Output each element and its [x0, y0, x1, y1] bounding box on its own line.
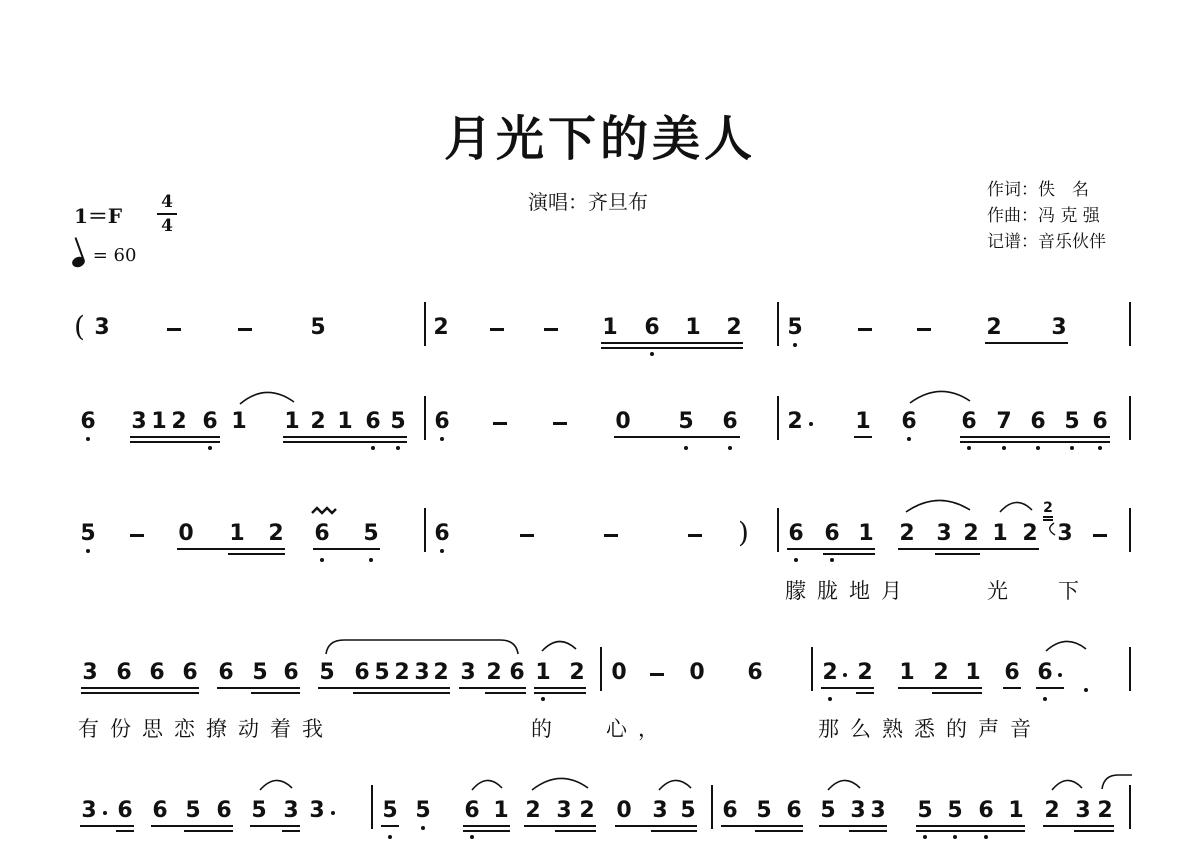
slur	[238, 388, 298, 408]
slur	[530, 774, 592, 794]
lower-octave-dot	[650, 352, 654, 356]
hold-dash	[650, 673, 664, 676]
grace-note: 2	[1043, 500, 1053, 516]
slur	[657, 776, 695, 794]
underline-eighth	[898, 548, 1039, 550]
singer-credit: 演唱：齐旦布	[528, 190, 648, 214]
note: 0	[178, 521, 194, 546]
note: 3	[870, 798, 886, 823]
lyric-line-3c: 下	[1058, 579, 1090, 603]
note: 6	[182, 660, 198, 685]
underline-sixteenth	[651, 830, 697, 832]
note: 6	[961, 409, 977, 434]
hold-dash	[490, 328, 504, 331]
lower-octave-dot	[440, 437, 444, 441]
note: 3	[850, 798, 866, 823]
underline-eighth	[130, 436, 220, 438]
grace-underline	[1043, 516, 1053, 518]
hold-dash	[858, 328, 872, 331]
underline-sixteenth	[116, 830, 134, 832]
underline-sixteenth	[251, 692, 300, 694]
barline	[811, 647, 813, 691]
lower-octave-dot	[208, 446, 212, 450]
note: 5	[415, 798, 431, 823]
song-title: 月光下的美人	[443, 111, 756, 167]
note: 1	[151, 409, 167, 434]
slur	[904, 496, 974, 516]
note: 3	[1075, 798, 1091, 823]
lower-octave-dot	[984, 835, 988, 839]
lyric-line-3a: 朦胧地月	[785, 579, 913, 603]
note: 6	[149, 660, 165, 685]
note: 5	[787, 315, 803, 340]
underline-eighth	[217, 687, 300, 689]
lower-octave-dot	[828, 697, 832, 701]
hold-dash	[130, 534, 144, 537]
note: 5	[917, 798, 933, 823]
underline-sixteenth	[81, 692, 199, 694]
note: 3	[1057, 521, 1073, 546]
barline	[424, 396, 426, 440]
lower-octave-dot	[320, 558, 324, 562]
note: 6	[365, 409, 381, 434]
note: 5	[252, 660, 268, 685]
note: 6	[218, 660, 234, 685]
lower-octave-dot	[1036, 446, 1040, 450]
note: 3	[283, 798, 299, 823]
hold-dash	[520, 534, 534, 537]
underline-eighth	[854, 436, 872, 438]
open-parenthesis: (	[74, 310, 85, 343]
underline-eighth	[534, 687, 586, 689]
duration-dot	[331, 811, 335, 815]
underline-eighth	[250, 825, 300, 827]
note: 6	[901, 409, 917, 434]
note: 5	[310, 315, 326, 340]
slur	[1050, 776, 1086, 794]
note: 6	[509, 660, 525, 685]
underline-eighth	[819, 825, 887, 827]
underline-sixteenth	[228, 553, 285, 555]
note: 2	[433, 660, 449, 685]
note: 5	[947, 798, 963, 823]
note: 6	[644, 315, 660, 340]
underline-sixteenth	[485, 692, 526, 694]
underline-sixteenth	[932, 692, 982, 694]
lower-octave-dot	[684, 446, 688, 450]
note: 1	[855, 409, 871, 434]
underline-sixteenth	[130, 441, 220, 443]
hold-dash	[167, 328, 181, 331]
note: 6	[202, 409, 218, 434]
note: 5	[363, 521, 379, 546]
lyricist-credit: 作词：佚 名	[987, 180, 1089, 200]
note: 5	[80, 521, 96, 546]
note: 1	[493, 798, 509, 823]
note: 1	[685, 315, 701, 340]
hold-dash	[917, 328, 931, 331]
note: 6	[152, 798, 168, 823]
duration-dot	[103, 811, 107, 815]
underline-sixteenth	[283, 441, 407, 443]
barline	[600, 647, 602, 691]
note: 7	[996, 409, 1012, 434]
note: 6	[722, 409, 738, 434]
mordent-icon	[311, 506, 337, 516]
underline-eighth	[459, 687, 526, 689]
slur	[324, 636, 520, 658]
underline-eighth	[313, 548, 380, 550]
lower-octave-dot	[907, 437, 911, 441]
note: 5	[820, 798, 836, 823]
barline	[1129, 508, 1131, 552]
note: 2	[933, 660, 949, 685]
note: 6	[464, 798, 480, 823]
note: 5	[251, 798, 267, 823]
underline-eighth	[524, 825, 596, 827]
note: 5	[185, 798, 201, 823]
lower-octave-dot	[1043, 697, 1047, 701]
underline-sixteenth	[1074, 830, 1114, 832]
lower-octave-dot	[923, 835, 927, 839]
hold-dash	[544, 328, 558, 331]
lower-octave-dot	[396, 446, 400, 450]
slur	[540, 637, 580, 655]
lower-octave-dot	[794, 558, 798, 562]
note: 2	[433, 315, 449, 340]
note: 3	[460, 660, 476, 685]
barline	[424, 508, 426, 552]
note: 6	[788, 521, 804, 546]
note: 6	[786, 798, 802, 823]
underline-sixteenth	[960, 441, 1110, 443]
lower-octave-dot	[967, 446, 971, 450]
underline-eighth	[381, 825, 399, 827]
underline-sixteenth	[555, 830, 596, 832]
note: 1	[1008, 798, 1024, 823]
underline-sixteenth	[282, 830, 300, 832]
note: 6	[216, 798, 232, 823]
lower-octave-dot	[953, 835, 957, 839]
note: 2	[787, 409, 803, 434]
underline-eighth	[787, 548, 875, 550]
note: 3	[1051, 315, 1067, 340]
underline-eighth	[821, 687, 874, 689]
barline	[711, 785, 713, 829]
underline-eighth	[615, 825, 697, 827]
barline	[371, 785, 373, 829]
note: 3	[309, 798, 325, 823]
hold-dash	[688, 534, 702, 537]
note: 2	[394, 660, 410, 685]
note: 1	[337, 409, 353, 434]
barline	[1129, 302, 1131, 346]
note: 0	[615, 409, 631, 434]
note: 1	[535, 660, 551, 685]
underline-sixteenth	[601, 347, 743, 349]
duration-dot	[1058, 673, 1062, 677]
barline	[1129, 396, 1131, 440]
underline-sixteenth	[463, 830, 510, 832]
note: 6	[354, 660, 370, 685]
note: 0	[689, 660, 705, 685]
note: 2	[986, 315, 1002, 340]
slur	[1043, 521, 1057, 537]
note: 3	[81, 798, 97, 823]
underline-eighth	[177, 548, 285, 550]
note: 2	[963, 521, 979, 546]
barline	[777, 508, 779, 552]
lyric-line-4a: 有份思恋撩动着我	[78, 717, 334, 741]
note: 6	[283, 660, 299, 685]
duration-dot	[843, 673, 847, 677]
hold-dash	[553, 422, 567, 425]
lower-octave-dot	[86, 437, 90, 441]
hold-dash	[604, 534, 618, 537]
underline-eighth	[985, 342, 1068, 344]
note: 6	[1030, 409, 1046, 434]
note: 3	[936, 521, 952, 546]
lyric-line-4b: 的	[531, 717, 563, 741]
note: 5	[382, 798, 398, 823]
underline-eighth	[601, 342, 743, 344]
underline-eighth	[1043, 825, 1114, 827]
note: 1	[284, 409, 300, 434]
close-parenthesis: )	[738, 516, 749, 549]
note: 5	[319, 660, 335, 685]
note: 3	[131, 409, 147, 434]
note: 0	[611, 660, 627, 685]
barline	[1129, 647, 1131, 691]
underline-sixteenth	[823, 553, 875, 555]
note: 6	[434, 409, 450, 434]
slur	[1044, 637, 1090, 655]
note: 6	[117, 798, 133, 823]
lower-octave-dot	[793, 343, 797, 347]
note: 3	[414, 660, 430, 685]
note: 2	[822, 660, 838, 685]
key-signature: 1＝F	[74, 204, 123, 228]
composer-credit: 作曲：冯 克 强	[987, 206, 1100, 226]
note: 2	[1022, 521, 1038, 546]
note: 2	[857, 660, 873, 685]
note: 1	[899, 660, 915, 685]
note: 3	[556, 798, 572, 823]
note: 5	[756, 798, 772, 823]
underline-eighth	[898, 687, 982, 689]
underline-sixteenth	[935, 553, 980, 555]
note: 5	[390, 409, 406, 434]
note: 2	[1044, 798, 1060, 823]
tempo-value: = 60	[92, 245, 137, 266]
lower-octave-dot	[371, 446, 375, 450]
note: 2	[486, 660, 502, 685]
note: 1	[858, 521, 874, 546]
lower-octave-dot	[541, 697, 545, 701]
note: 6	[1004, 660, 1020, 685]
note: 2	[569, 660, 585, 685]
underline-sixteenth	[184, 830, 233, 832]
note: 6	[978, 798, 994, 823]
hold-dash	[238, 328, 252, 331]
note: 3	[652, 798, 668, 823]
underline-eighth	[721, 825, 803, 827]
lower-octave-dot	[421, 826, 425, 830]
note: 6	[1037, 660, 1053, 685]
lower-octave-dot	[830, 558, 834, 562]
note: 2	[525, 798, 541, 823]
lower-octave-dot	[86, 549, 90, 553]
slur	[258, 776, 296, 794]
lower-octave-dot	[728, 446, 732, 450]
note: 1	[602, 315, 618, 340]
note: 5	[1064, 409, 1080, 434]
underline-eighth	[81, 687, 199, 689]
note: 6	[314, 521, 330, 546]
hold-dash	[493, 422, 507, 425]
note: 2	[1097, 798, 1113, 823]
duration-dot	[809, 422, 813, 426]
note: 6	[747, 660, 763, 685]
underline-sixteenth	[856, 692, 874, 694]
time-sig-bottom: 4	[161, 216, 173, 236]
hold-dash	[1093, 534, 1107, 537]
note: 6	[116, 660, 132, 685]
note: 6	[824, 521, 840, 546]
underline-sixteenth	[353, 692, 450, 694]
note: 6	[434, 521, 450, 546]
lower-octave-dot	[470, 835, 474, 839]
barline	[1129, 785, 1131, 829]
underline-eighth	[80, 825, 134, 827]
note: 5	[374, 660, 390, 685]
note: 2	[310, 409, 326, 434]
note: 6	[722, 798, 738, 823]
lower-octave-dot	[1002, 446, 1006, 450]
note: 6	[80, 409, 96, 434]
underline-eighth	[916, 825, 1025, 827]
lower-octave-dot	[440, 549, 444, 553]
slur	[998, 498, 1036, 516]
note: 1	[229, 521, 245, 546]
underline-eighth	[318, 687, 450, 689]
underline-eighth	[1036, 687, 1064, 689]
lower-octave-dot	[388, 835, 392, 839]
lyric-line-4d: 那么熟悉的声音	[818, 717, 1042, 741]
underline-sixteenth	[755, 830, 803, 832]
lyric-line-4c: 心，	[606, 717, 670, 741]
lyric-line-3b: 光	[987, 579, 1019, 603]
note: 1	[992, 521, 1008, 546]
note: 2	[899, 521, 915, 546]
barline	[777, 396, 779, 440]
underline-sixteenth	[849, 830, 887, 832]
note: 1	[231, 409, 247, 434]
barline	[424, 302, 426, 346]
underline-eighth	[614, 436, 740, 438]
note: 0	[616, 798, 632, 823]
transcriber-credit: 记谱：音乐伙伴	[987, 232, 1106, 252]
slur	[908, 387, 974, 407]
note: 3	[82, 660, 98, 685]
note: 3	[94, 315, 110, 340]
underline-eighth	[960, 436, 1110, 438]
underline-sixteenth	[534, 692, 586, 694]
barline	[777, 302, 779, 346]
note: 5	[680, 798, 696, 823]
lower-octave-dot	[369, 558, 373, 562]
note: 2	[268, 521, 284, 546]
underline-eighth	[151, 825, 233, 827]
lower-octave-dot	[1084, 688, 1088, 692]
note: 2	[579, 798, 595, 823]
time-sig-top: 4	[161, 192, 173, 212]
slur	[470, 776, 506, 794]
underline-eighth	[463, 825, 510, 827]
note: 6	[1092, 409, 1108, 434]
note: 1	[965, 660, 981, 685]
underline-eighth	[283, 436, 407, 438]
slur	[826, 776, 864, 794]
note: 2	[171, 409, 187, 434]
underline-eighth	[1003, 687, 1021, 689]
underline-sixteenth	[916, 830, 1025, 832]
note: 5	[678, 409, 694, 434]
note: 2	[726, 315, 742, 340]
lower-octave-dot	[1070, 446, 1074, 450]
lower-octave-dot	[1098, 446, 1102, 450]
